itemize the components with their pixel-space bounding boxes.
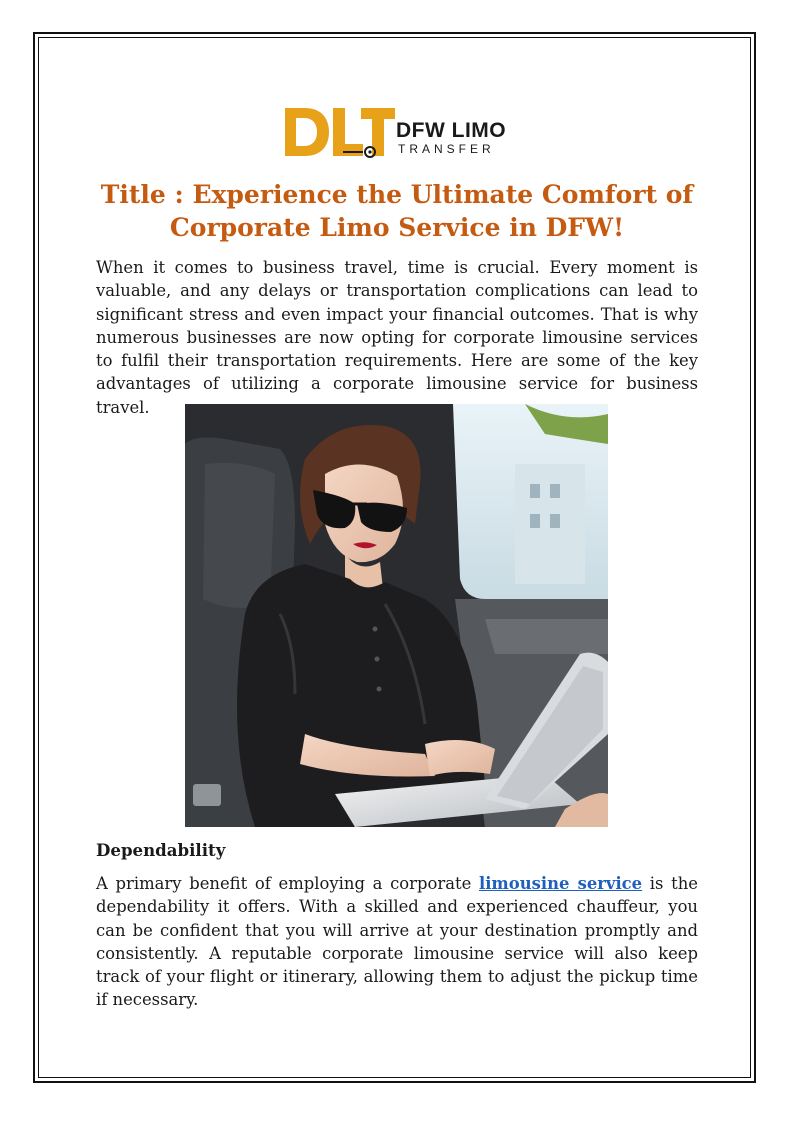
logo-name-line1: DFW LIMO bbox=[396, 119, 507, 142]
section-paragraph bbox=[96, 872, 698, 1012]
section-heading: Dependability bbox=[96, 840, 226, 860]
logo-name-line2: TRANSFER bbox=[398, 142, 495, 156]
limousine-service-link[interactable]: limousine service bbox=[478, 874, 643, 893]
dlt-logo bbox=[283, 104, 513, 160]
section-text-before: A primary benefit of employing a corporate bbox=[96, 874, 479, 893]
businesswoman-laptop-photo bbox=[185, 404, 608, 827]
section-text-after: is the dependability it offers. With a skilled and experienced chauffeur, you can be confident that you will arrive at your destination promptly and consistently. A reputable corporate limousine service will also keep track of your flight or itinerary, allowing them to adjust the pickup time if necessary. bbox=[96, 874, 699, 1010]
document-title: Title : Experience the Ultimate Comfort of Corporate Limo Service in DFW! bbox=[100, 180, 694, 242]
intro-paragraph: When it comes to business travel, time is crucial. Every moment is valuable, and any delays or transportation complications can lead to significant stress and even impact your financial outcomes. That is why numerous businesses are now opting for corporate limousine services to fulfil their transportation requirements. Here are some of the key advantages of utilizing a corporate limousine service for business travel. bbox=[96, 258, 698, 417]
